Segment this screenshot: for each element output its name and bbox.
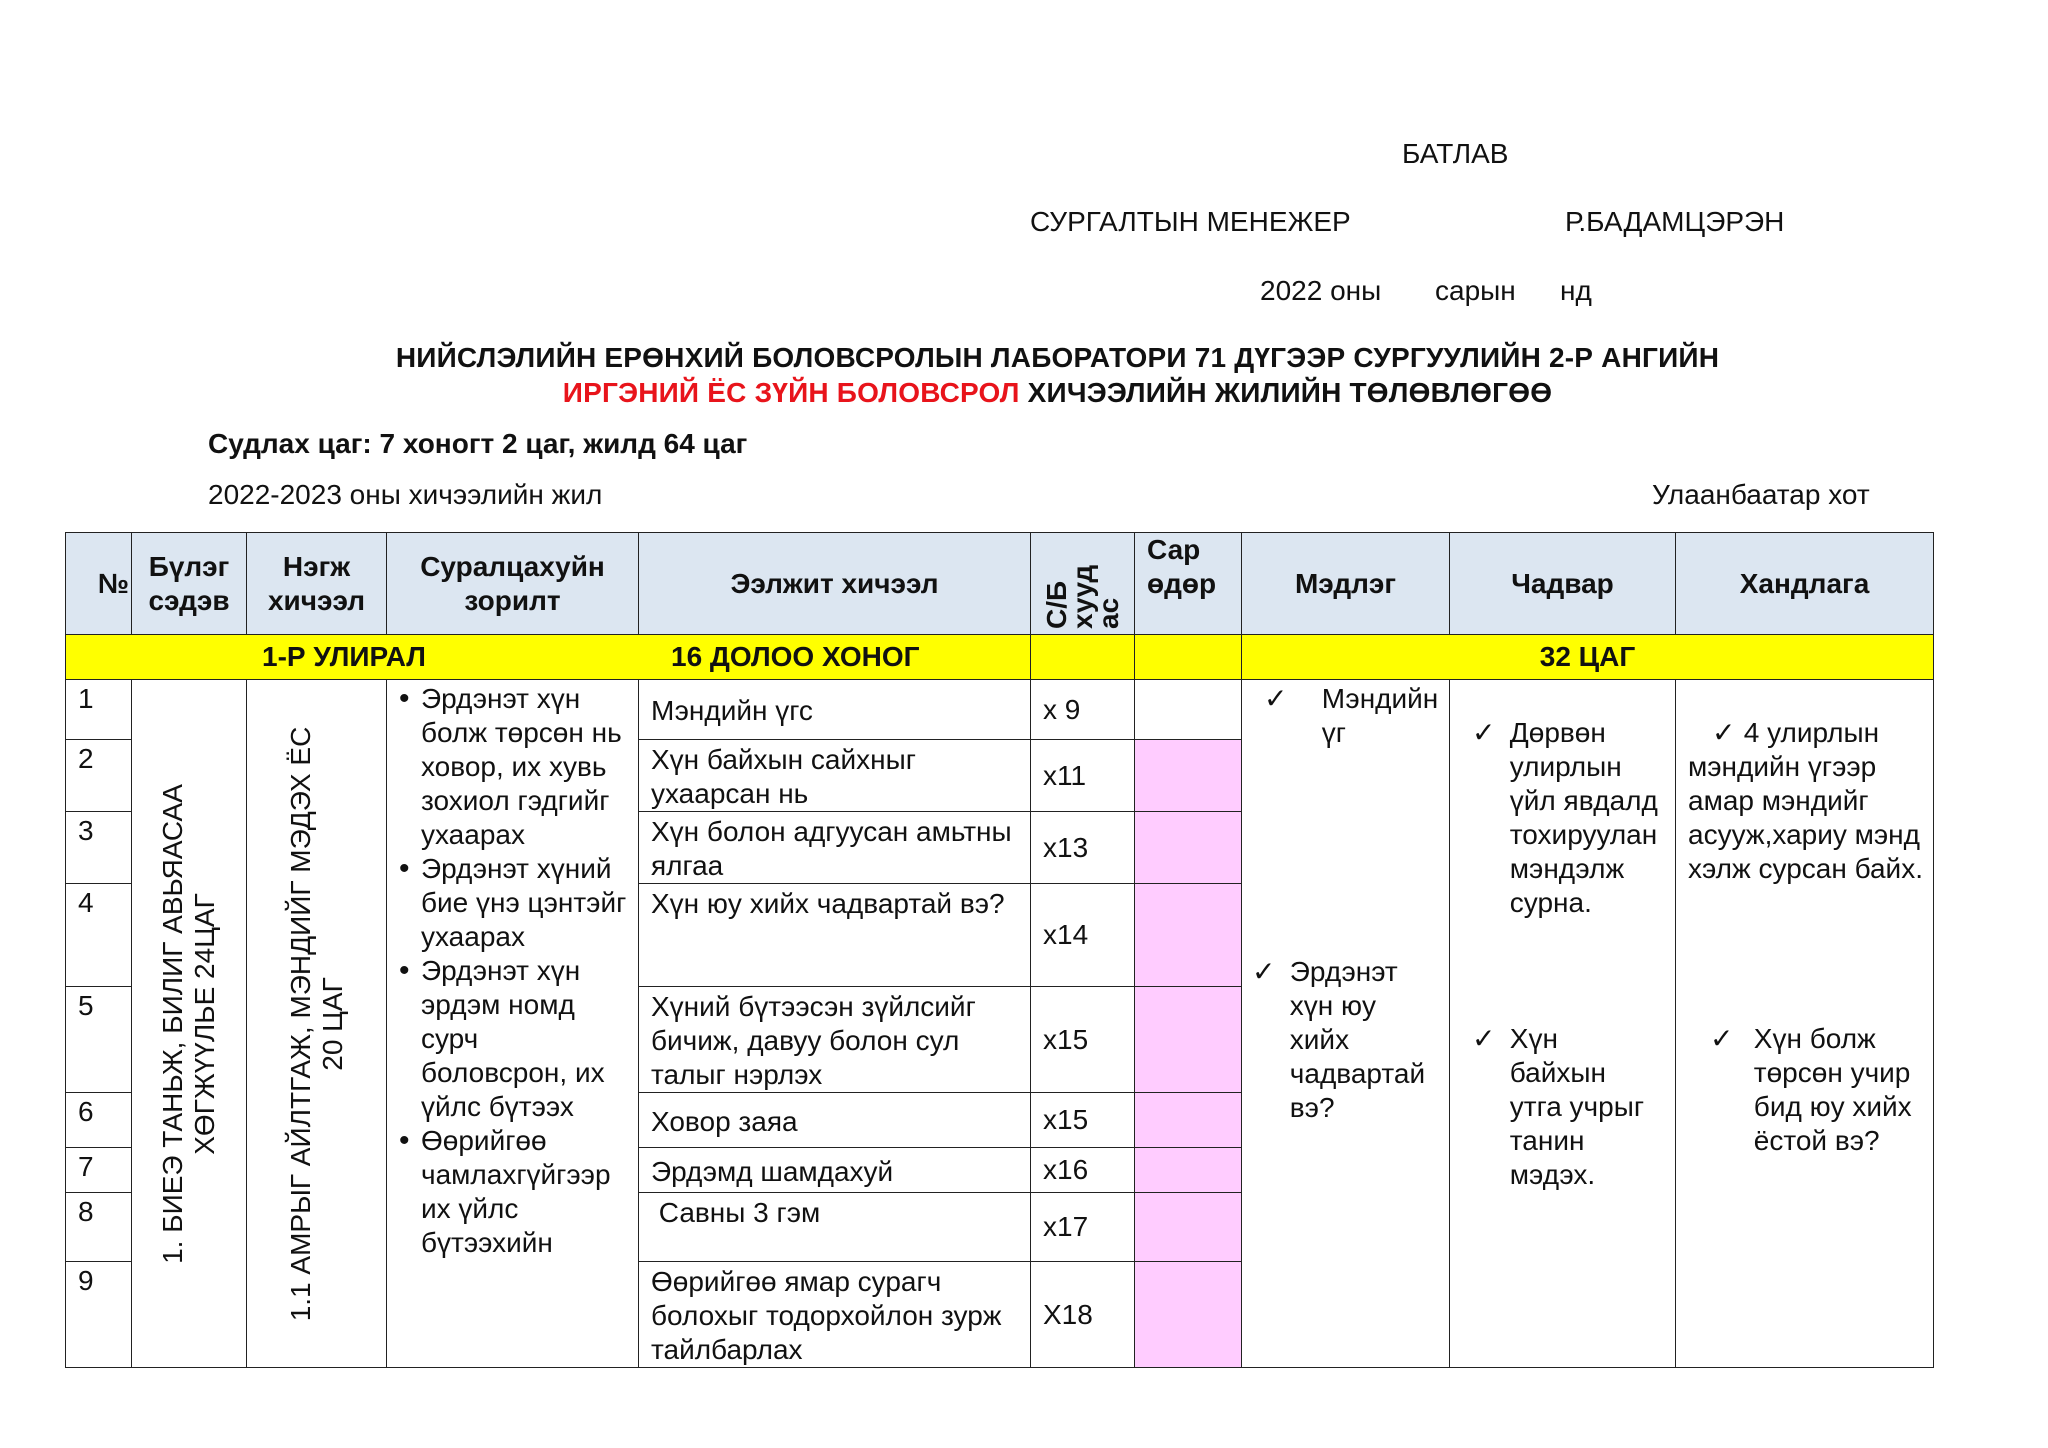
row-number: 1 [66,680,132,740]
term-date-cell [1135,635,1242,680]
knowledge-cell [1242,680,1450,1368]
page-ref: х15 [1031,1093,1135,1148]
date-cell [1135,680,1242,740]
date-cell [1135,1193,1242,1262]
skill-item-1 [1472,716,1672,920]
plan-table [65,532,1934,1368]
page-ref: х14 [1031,884,1135,987]
study-hours: Судлах цаг: 7 хоногт 2 цаг, жилд 64 цаг [208,428,748,459]
lesson-title: Хүн байхын сайхныг ухаарсан нь [639,740,1031,812]
unit-cell [247,680,387,1368]
goals-list [387,682,632,1260]
check-icon: ✓ [1712,717,1736,748]
section-line1: 1. БИЕЭ ТАНЬЖ, БИЛИГ АВЬЯАСАА [157,783,188,1264]
knowledge-text-1: Мэндийн үг [1321,683,1439,748]
attitude-item-1 [1688,716,1928,886]
header-no: № [66,533,132,635]
knowledge-item-1 [1264,682,1444,750]
knowledge-text-2: Эрдэнэт хүн юу хийх чадвартай вэ? [1289,956,1426,1123]
date-cell [1135,1148,1242,1193]
skill-cell [1450,680,1676,1368]
goal-item: • Эрдэнэт хүн эрдэм номд сурч боловсрон, их үйлс бүтээх [387,954,632,1124]
skill-text-1: Дөрвөн улирлын үйл явдалд тохируулан мэндэлж сурна. [1509,717,1658,918]
approval-date-day: нд [1560,275,1592,306]
date-cell [1135,740,1242,812]
check-icon: ✓ [1252,956,1276,987]
page-ref: х16 [1031,1148,1135,1193]
header-pages-text: С/Б хууд ас [1040,564,1124,629]
lesson-title: Өөрийгөө ямар сурагч болохыг тодорхойлон зурж тайлбарлах [639,1262,1031,1368]
date-cell [1135,1093,1242,1148]
plan-name: ХИЧЭЭЛИЙН ЖИЛИЙН ТӨЛӨВЛӨГӨӨ [1019,377,1553,408]
header-lesson: Ээлжит хичээл [639,533,1031,635]
weeks-label: 16 ДОЛОО ХОНОГ [671,641,920,672]
row-number: 9 [66,1262,132,1368]
page-ref: Х18 [1031,1262,1135,1368]
page-ref: х11 [1031,740,1135,812]
header-attitude: Хандлага [1676,533,1934,635]
header-pages [1031,533,1135,635]
city: Улаанбаатар хот [1652,479,1870,510]
school-year: 2022-2023 оны хичээлийн жил [208,479,603,510]
row-number: 4 [66,884,132,987]
unit-line1: 1.1 АМРЫГ АЙЛТГАЖ, МЭНДИЙГ МЭДЭХ ЁС [284,726,316,1321]
date-cell [1135,1262,1242,1368]
row-number: 3 [66,812,132,884]
row-number: 5 [66,987,132,1093]
knowledge-item-2 [1252,955,1442,1125]
row-number: 6 [66,1093,132,1148]
row-number: 7 [66,1148,132,1193]
term-row [66,635,1934,680]
row-number: 2 [66,740,132,812]
check-icon: ✓ [1710,1023,1734,1054]
goal-item: • Өөрийгөө чамлахгүйгээр их үйлс бүтээхийн [387,1124,632,1260]
lesson-title: Хүн болон адгуусан амьтны ялгаа [639,812,1031,884]
lesson-title: Хүний бүтээсэн зүйлсийг бичиж, давуу болон сул талыг нэрлэх [639,987,1031,1093]
goal-item: • Эрдэнэт хүний бие үнэ цэнтэйг ухаарах [387,852,632,954]
lesson-title: Савны 3 гэм [639,1193,1031,1262]
attitude-text-2: Хүн болж төрсөн учир бид юу хийх ёстой вэ? [1753,1023,1912,1156]
page-ref: х13 [1031,812,1135,884]
lesson-title: Мэндийн үгс [639,680,1031,740]
header-knowledge: Мэдлэг [1242,533,1450,635]
date-cell [1135,884,1242,987]
goal-item: • Эрдэнэт хүн болж төрсөн нь ховор, их хувь зохиол гэдгийг ухаарах [387,682,632,852]
approval-role: СУРГАЛТЫН МЕНЕЖЕР [1030,206,1351,237]
lesson-title: Ховор заяа [639,1093,1031,1148]
subject-name: ИРГЭНИЙ ЁС ЗҮЙН БОЛОВСРОЛ [562,377,1020,408]
approval-name: Р.БАДАМЦЭРЭН [1565,206,1785,237]
skill-text-2: Хүн байхын утга учрыг танин мэдэх. [1509,1023,1645,1190]
header-section: Бүлэг сэдэв [132,533,247,635]
page-ref: х 9 [1031,680,1135,740]
skill-item-2 [1472,1022,1672,1192]
date-cell [1135,812,1242,884]
approval-date-month: сарын [1435,275,1516,306]
term-left-cell [66,635,1031,680]
check-icon: ✓ [1472,717,1496,748]
goals-cell [387,680,639,1368]
unit-line2: 20 ЦАГ [316,976,348,1071]
section-line2: ХӨГЖҮҮЛЬЕ 24ЦАГ [189,892,220,1155]
header-date: Сар өдөр [1135,533,1242,635]
table-row [66,680,1934,740]
page-ref: х17 [1031,1193,1135,1262]
check-icon: ✓ [1264,683,1288,714]
attitude-cell [1676,680,1934,1368]
header-goal: Суралцахуйн зорилт [387,533,639,635]
section-text [157,784,221,1264]
unit-text [285,726,349,1321]
page-ref: х15 [1031,987,1135,1093]
attitude-text-1: 4 улирлын мэндийн үгээр амар мэндийг асууж,хариу мэнд хэлж сурсан байх. [1688,717,1923,884]
header-unit: Нэгж хичээл [247,533,387,635]
row-number: 8 [66,1193,132,1262]
table-header-row [66,533,1934,635]
header-skill: Чадвар [1450,533,1676,635]
hours-label: 32 ЦАГ [1242,635,1934,680]
lesson-title: Хүн юу хийх чадвартай вэ? [639,884,1031,987]
attitude-item-2 [1710,1022,1930,1158]
term-pages-cell [1031,635,1135,680]
attitude-text-1-wrap [1688,716,1928,886]
document-title-line1: НИЙСЛЭЛИЙН ЕРӨНХИЙ БОЛОВСРОЛЫН ЛАБОРАТОРИ 71 ДҮГЭЭР СУРГУУЛИЙН 2-Р АНГИЙН [395,342,1720,373]
approval-title: БАТЛАВ [1402,138,1509,169]
check-icon: ✓ [1472,1023,1496,1054]
section-cell [132,680,247,1368]
date-cell [1135,987,1242,1093]
approval-date-year: 2022 оны [1260,275,1382,306]
document-title-line2 [0,377,2048,409]
term-label: 1-Р УЛИРАЛ [262,641,426,672]
lesson-title: Эрдэмд шамдахуй [639,1148,1031,1193]
